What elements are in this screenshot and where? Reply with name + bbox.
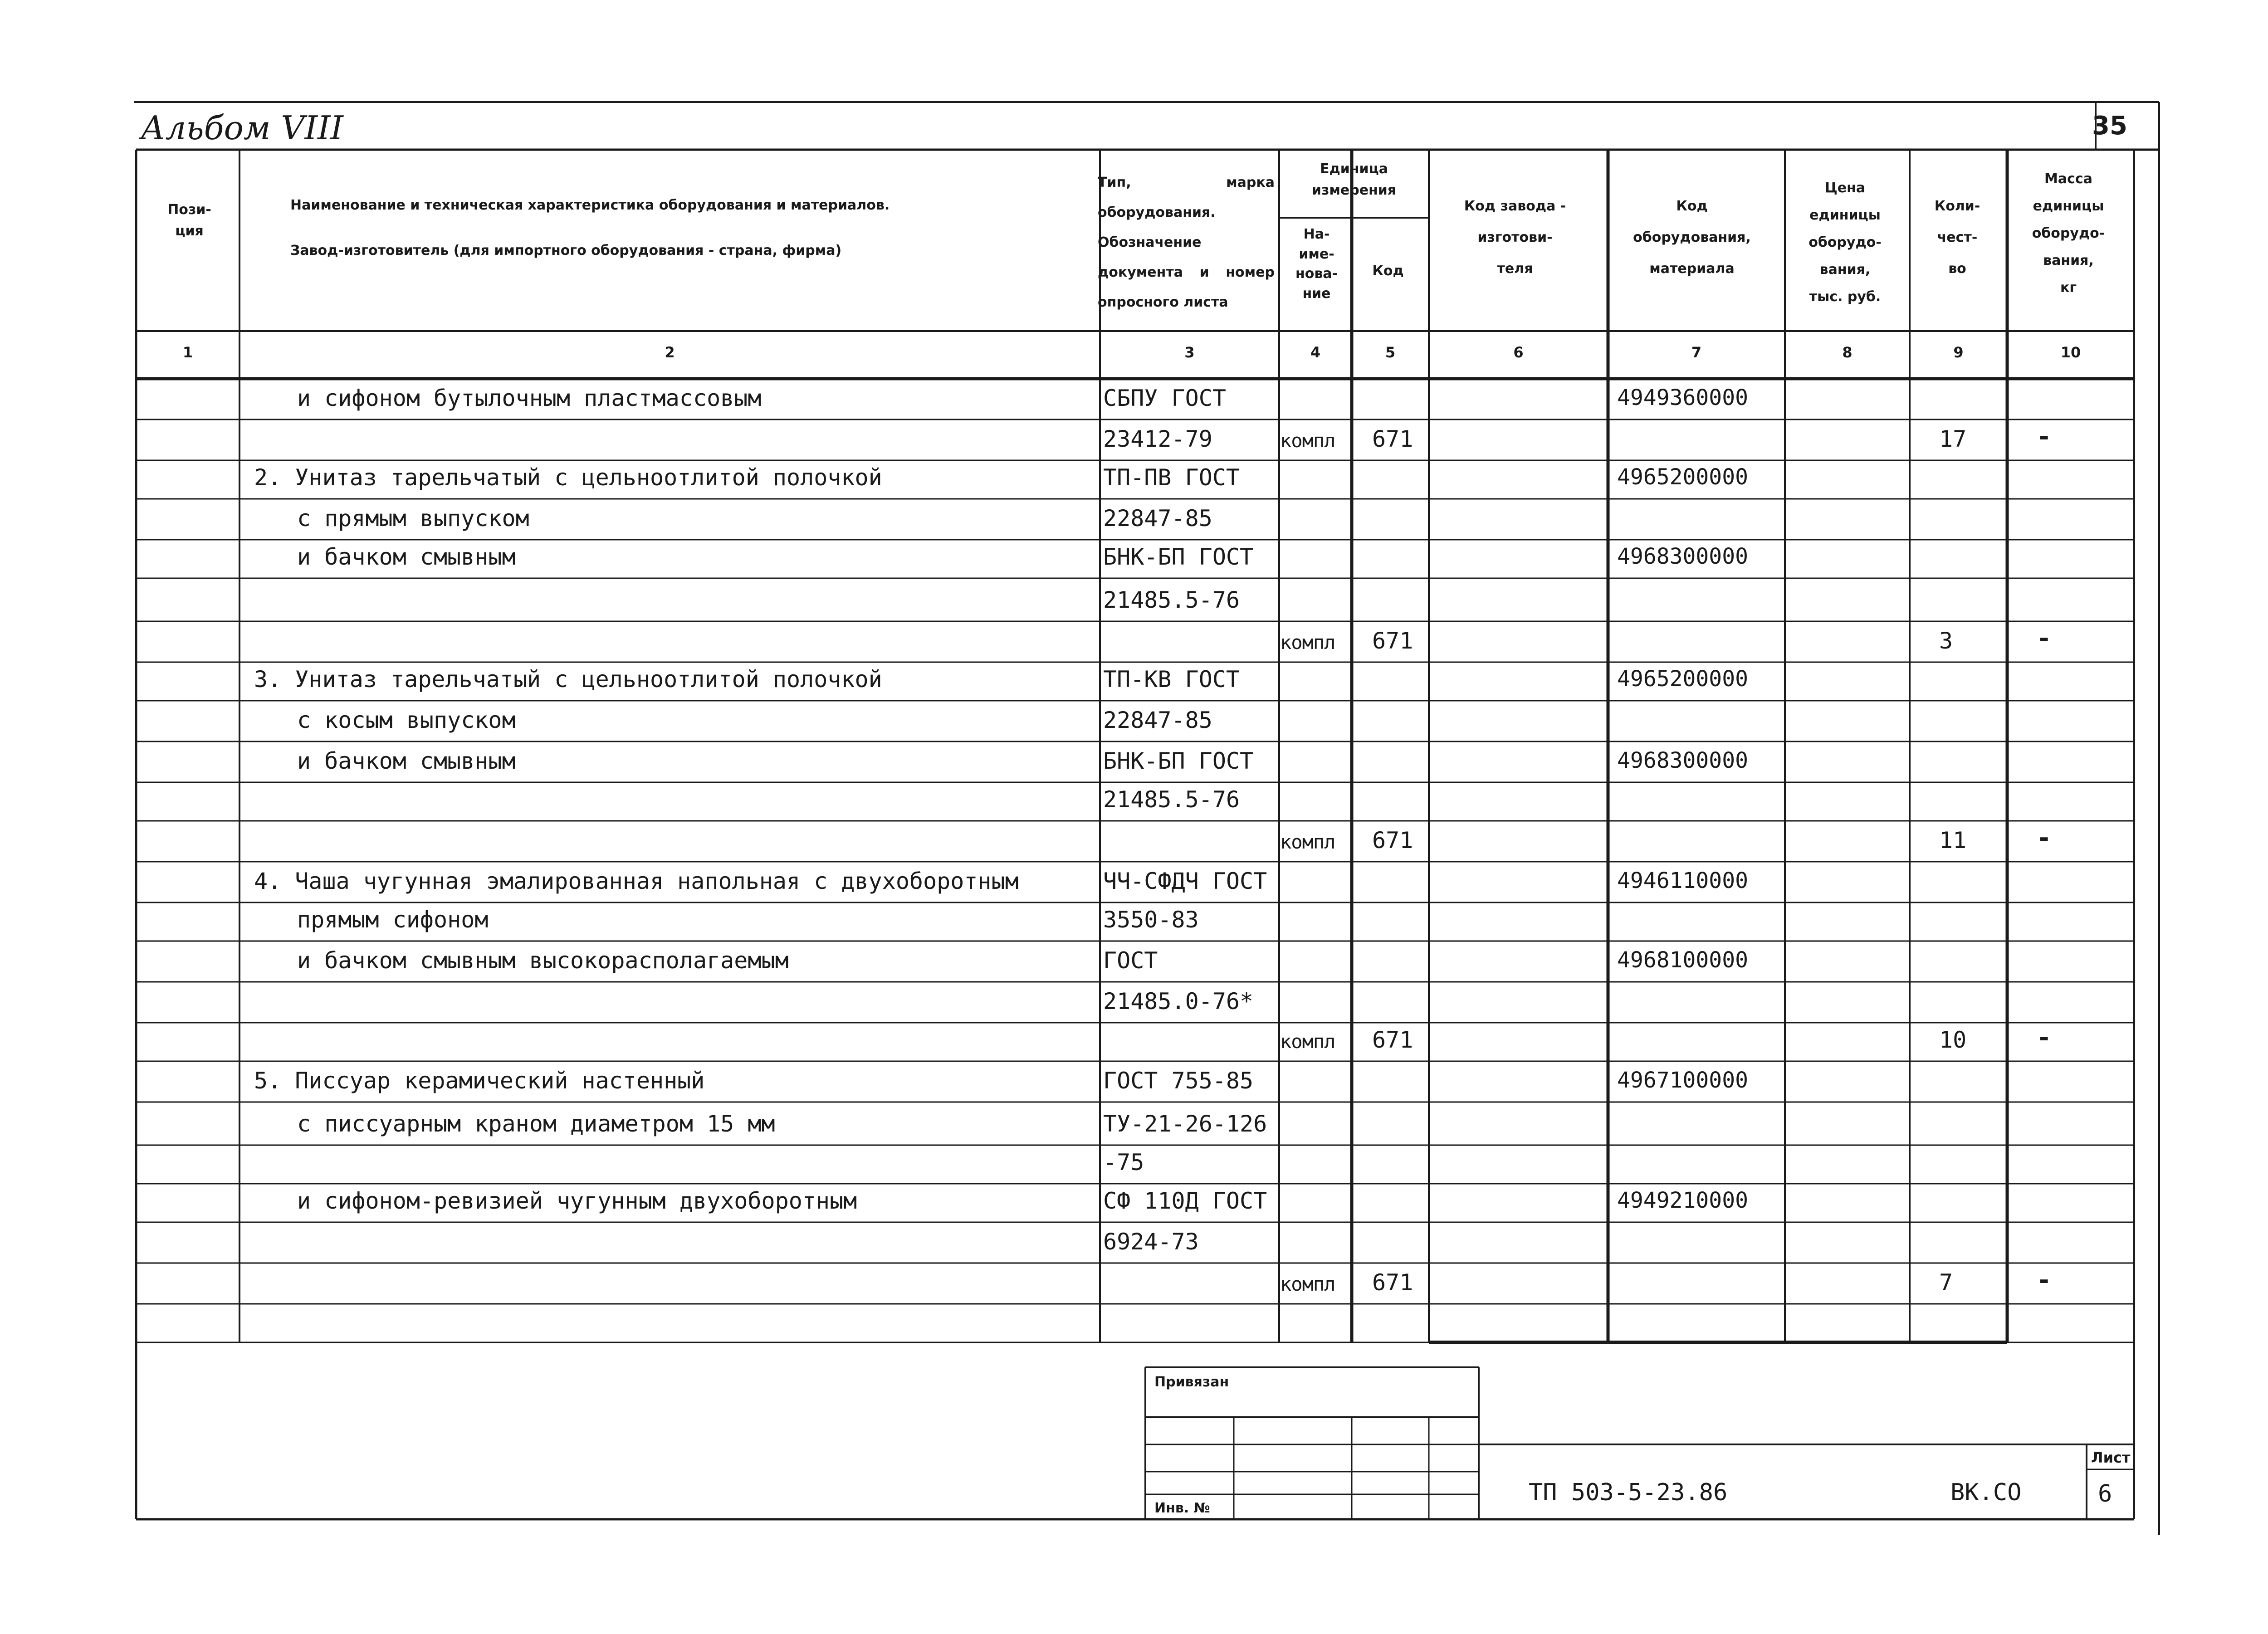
item-type: ТП-ПВ ГОСТ <box>1103 464 1240 491</box>
quantity: 3 <box>1939 628 1953 654</box>
header-factory-code: Код завода - изготови- теля <box>1464 198 1566 277</box>
equipment-code: 4968300000 <box>1617 748 1748 773</box>
header-name-line2: Завод-изготовитель (для импортного оборудования - страна, фирма) <box>290 243 842 259</box>
unit-code: 671 <box>1372 426 1413 452</box>
header-unit: Единица измерения <box>1311 161 1397 198</box>
privyazan-label: Привязан <box>1154 1374 1229 1390</box>
column-number: 10 <box>2060 344 2081 361</box>
quantity: 10 <box>1939 1027 1967 1053</box>
item-name: прямым сифоном <box>297 907 489 933</box>
item-type: ГОСТ 755-85 <box>1103 1068 1254 1094</box>
equipment-code: 4949210000 <box>1617 1188 1748 1213</box>
item-type: 21485.5-76 <box>1103 786 1240 813</box>
quantity: 7 <box>1939 1269 1953 1296</box>
equipment-code: 4965200000 <box>1617 666 1748 692</box>
item-type: БНК-БП ГОСТ <box>1103 748 1254 774</box>
item-name: и бачком смывным <box>297 544 516 570</box>
column-number: 3 <box>1184 344 1195 361</box>
header-mass: Масса единицы оборудо- вания, кг <box>2032 171 2105 296</box>
mass: - <box>2037 624 2052 653</box>
item-name: 3. Унитаз тарельчатый с цельноотлитой полочкой <box>254 666 882 693</box>
item-type: СФ 110Д ГОСТ <box>1103 1188 1267 1214</box>
item-name: с прямым выпуском <box>297 505 529 532</box>
column-number: 9 <box>1953 344 1964 361</box>
item-name: с косым выпуском <box>297 707 516 733</box>
column-number: 5 <box>1385 344 1396 361</box>
item-type: 21485.5-76 <box>1103 587 1240 613</box>
header-type: Тип, марка оборудования. Обозначение документа и номер опросного листа <box>1098 175 1275 310</box>
item-name: и сифоном бутылочным пластмассовым <box>297 385 762 411</box>
unit-name: компл <box>1280 831 1335 853</box>
item-name: с писсуарным краном диаметром 15 мм <box>297 1111 775 1137</box>
page-number: 35 <box>2092 111 2127 141</box>
unit-name: компл <box>1280 631 1335 654</box>
mass: - <box>2037 1266 2052 1294</box>
header-name-line1: Наименование и техническая характеристика оборудования и материалов. <box>290 197 890 213</box>
item-type: 22847-85 <box>1103 707 1212 733</box>
album-title: Альбом VIII <box>141 109 343 147</box>
equipment-code: 4946110000 <box>1617 868 1748 893</box>
item-type: ЧЧ-СФДЧ ГОСТ <box>1103 868 1267 894</box>
item-type: СБПУ ГОСТ <box>1103 385 1226 411</box>
item-type: -75 <box>1103 1149 1144 1176</box>
unit-name: компл <box>1280 429 1335 452</box>
header-price: Цена единицы оборудо- вания, тыс. руб. <box>1809 180 1882 305</box>
mass: - <box>2037 422 2052 451</box>
header-quantity: Коли- чест- во <box>1934 198 1980 277</box>
item-name: и бачком смывным высокорасполагаемым <box>297 947 789 974</box>
header-position: Пози- ция <box>167 202 211 239</box>
mass: - <box>2037 1023 2052 1052</box>
item-type: 3550-83 <box>1103 907 1199 933</box>
unit-code: 671 <box>1372 628 1413 654</box>
column-number: 1 <box>182 344 193 361</box>
header-unit-name: На- име- нова- ние <box>1295 226 1338 302</box>
equipment-code: 4967100000 <box>1617 1068 1748 1093</box>
header-unit-code: Код <box>1372 263 1404 279</box>
item-name: 5. Писсуар керамический настенный <box>254 1068 705 1094</box>
item-type: 6924-73 <box>1103 1229 1199 1255</box>
item-name: 2. Унитаз тарельчатый с цельноотлитой полочкой <box>254 464 882 491</box>
quantity: 17 <box>1939 426 1967 452</box>
sheet-label: Лист <box>2091 1449 2131 1466</box>
item-name: и бачком смывным <box>297 748 516 774</box>
equipment-code: 4965200000 <box>1617 464 1748 490</box>
item-type: ТУ-21-26-126 <box>1103 1111 1267 1137</box>
item-type: 23412-79 <box>1103 426 1212 452</box>
item-name: и сифоном-ревизией чугунным двухоборотным <box>297 1188 857 1214</box>
unit-code: 671 <box>1372 827 1413 854</box>
equipment-code: 4968300000 <box>1617 544 1748 569</box>
column-number: 7 <box>1691 344 1702 361</box>
column-number: 6 <box>1513 344 1524 361</box>
unit-name: компл <box>1280 1273 1335 1295</box>
unit-name: компл <box>1280 1030 1335 1053</box>
mass: - <box>2037 824 2052 852</box>
item-type: ТП-КВ ГОСТ <box>1103 666 1240 693</box>
inventory-number-label: Инв. № <box>1154 1500 1210 1516</box>
equipment-code: 4968100000 <box>1617 947 1748 973</box>
column-number: 4 <box>1310 344 1321 361</box>
document-designation: ТП 503-5-23.86 <box>1529 1479 1728 1506</box>
sheet-number: 6 <box>2098 1480 2112 1507</box>
unit-code: 671 <box>1372 1269 1413 1296</box>
item-name: 4. Чаша чугунная эмалированная напольная с двухоборотным <box>254 868 1019 894</box>
header-equipment-code: Код оборудования, материала <box>1633 198 1751 277</box>
item-type: 22847-85 <box>1103 505 1212 532</box>
equipment-code: 4949360000 <box>1617 385 1748 410</box>
item-type: БНК-БП ГОСТ <box>1103 544 1254 570</box>
unit-code: 671 <box>1372 1027 1413 1053</box>
column-number: 8 <box>1842 344 1853 361</box>
column-number: 2 <box>665 344 675 361</box>
document-section: ВК.СО <box>1950 1479 2022 1506</box>
quantity: 11 <box>1939 827 1967 854</box>
item-type: ГОСТ <box>1103 947 1158 974</box>
item-type: 21485.0-76* <box>1103 988 1254 1015</box>
